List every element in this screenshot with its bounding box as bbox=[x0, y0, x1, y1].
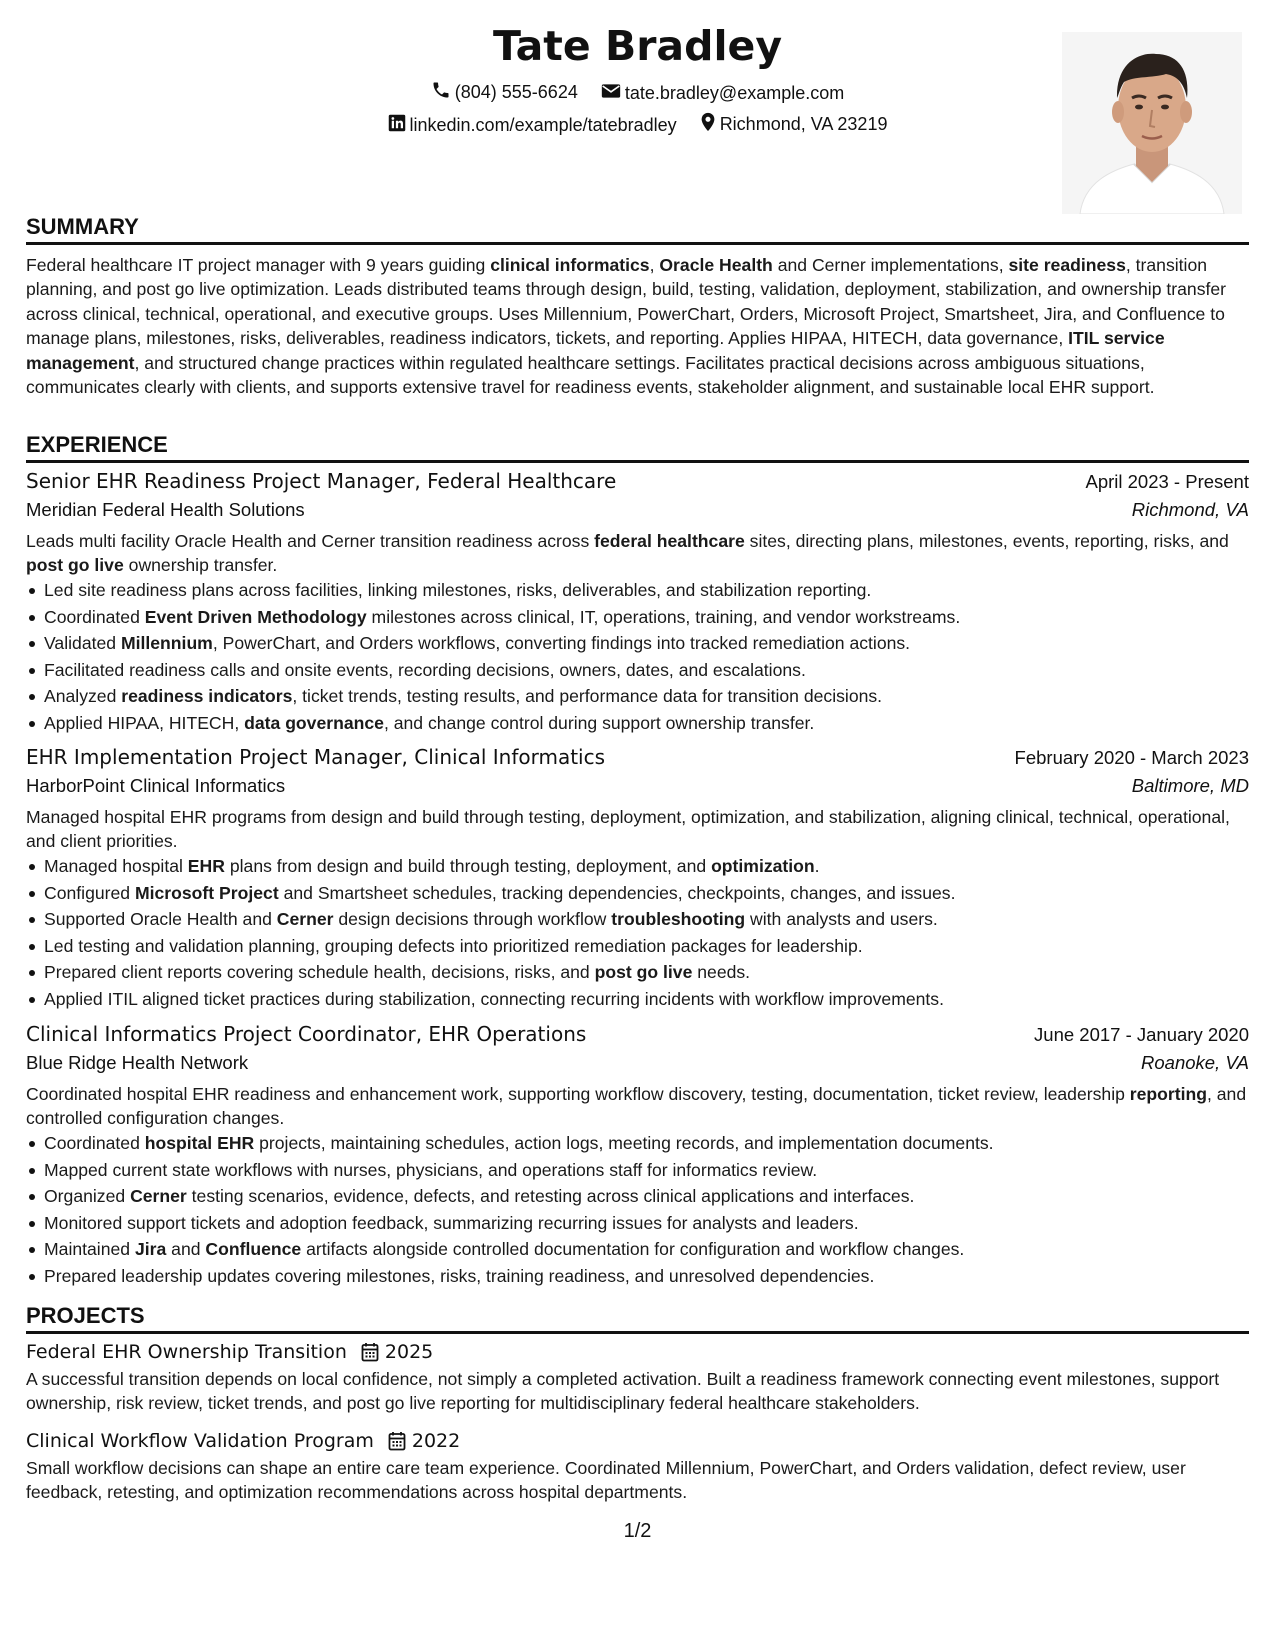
bold-keyword: Microsoft Project bbox=[134, 882, 279, 903]
job-title: Senior EHR Readiness Project Manager, Federal Healthcare bbox=[26, 469, 617, 493]
bullet-item bbox=[44, 1130, 1249, 1157]
text-run: , bbox=[649, 255, 660, 275]
project-year: 2025 bbox=[384, 1341, 434, 1363]
project-title: Federal EHR Ownership Transition bbox=[26, 1341, 347, 1363]
page-number: 1/2 bbox=[623, 1520, 652, 1542]
job-bullets bbox=[26, 1130, 1249, 1290]
project-title: Clinical Workflow Validation Program bbox=[26, 1430, 374, 1452]
bold-keyword: Oracle Health bbox=[659, 255, 773, 275]
job-location: Roanoke, VA bbox=[1141, 1052, 1249, 1073]
bold-keyword: Cerner bbox=[130, 1186, 187, 1207]
job-company: Blue Ridge Health Network bbox=[26, 1052, 249, 1073]
bullet-item bbox=[44, 1263, 1249, 1290]
bullet-item bbox=[44, 657, 1249, 684]
bold-keyword: EHR bbox=[187, 856, 225, 876]
text-run: Configured bbox=[44, 882, 135, 903]
bullet-item bbox=[44, 710, 1249, 737]
bold-keyword: Jira bbox=[134, 1239, 167, 1260]
text-run: Facilitated readiness calls and onsite events, recording decisions, owners, dates, and escalations. bbox=[44, 659, 806, 680]
job-entry bbox=[26, 745, 1249, 1013]
text-run: Monitored support tickets and adoption feedback, summarizing recurring issues for analysts and leaders. bbox=[44, 1212, 859, 1233]
phone-text: (804) 555-6624 bbox=[454, 82, 578, 102]
job-header bbox=[26, 1022, 1249, 1046]
bullet-item bbox=[44, 986, 1249, 1013]
text-run: , and structured change practices within regulated healthcare settings. Facilitates practical decisions across ambiguous situations, communicates clearly with clients, and supports extensive travel for readiness events, stakeholder alignment, and sustainable local EHR support. bbox=[26, 352, 1155, 398]
candidate-name: Tate Bradley bbox=[492, 22, 783, 70]
calendar-icon bbox=[361, 1342, 379, 1362]
text-run: Maintained bbox=[44, 1239, 135, 1260]
job-bullets bbox=[26, 853, 1249, 1013]
job-dates: February 2020 - March 2023 bbox=[1014, 747, 1249, 768]
job-header bbox=[26, 745, 1249, 769]
bullet-item bbox=[44, 604, 1249, 631]
text-run: Coordinated bbox=[44, 1133, 145, 1153]
job-entry bbox=[26, 469, 1249, 737]
bullet-item bbox=[44, 1236, 1249, 1263]
job-subheader bbox=[26, 499, 1249, 521]
resume-header bbox=[26, 0, 1249, 222]
summary-paragraph bbox=[26, 253, 1249, 399]
project-description: Small workflow decisions can shape an entire care team experience. Coordinated Millennium, PowerChart, and Orders validation, defect review, user feedback, retesting, and optimization recommendations across hospital departments. bbox=[26, 1458, 1186, 1502]
phone-item[interactable] bbox=[431, 80, 578, 105]
job-description bbox=[26, 1082, 1249, 1130]
text-run: sites, directing plans, milestones, events, reporting, risks, and bbox=[744, 531, 1229, 551]
job-description bbox=[26, 805, 1249, 853]
text-run: and Smartsheet schedules, tracking dependencies, checkpoints, changes, and issues. bbox=[278, 882, 956, 903]
projects-heading: PROJECTS bbox=[26, 1303, 1249, 1334]
text-run: projects, maintaining schedules, action logs, meeting records, and implementation documents. bbox=[254, 1133, 994, 1153]
text-run: Leads multi facility Oracle Health and Cerner transition readiness across bbox=[26, 531, 595, 551]
bold-keyword: troubleshooting bbox=[611, 909, 746, 930]
text-run: artifacts alongside controlled documentation for configuration and workflow changes. bbox=[301, 1239, 965, 1260]
bullet-item bbox=[44, 1157, 1249, 1184]
linkedin-text: linkedin.com/example/tatebradley bbox=[409, 115, 677, 135]
bold-keyword: Event Driven Methodology bbox=[144, 606, 367, 627]
bullet-item bbox=[44, 577, 1249, 604]
job-bullets bbox=[26, 577, 1249, 737]
project-entry bbox=[26, 1430, 1249, 1504]
text-run: , ticket trends, testing results, and performance data for transition decisions. bbox=[292, 686, 883, 707]
bold-keyword: data governance bbox=[244, 712, 384, 733]
bold-keyword: Cerner bbox=[276, 909, 334, 930]
text-run: Supported Oracle Health and bbox=[44, 909, 277, 930]
job-entry bbox=[26, 1022, 1249, 1290]
envelope-icon bbox=[601, 82, 625, 105]
text-run: Managed hospital bbox=[44, 856, 188, 876]
calendar-icon bbox=[388, 1431, 406, 1451]
text-run: Led testing and validation planning, grouping defects into prioritized remediation packages for leadership. bbox=[44, 935, 863, 956]
bold-keyword: clinical informatics bbox=[490, 255, 650, 275]
text-run: Mapped current state workflows with nurses, physicians, and operations staff for informatics review. bbox=[44, 1159, 818, 1180]
map-pin-icon bbox=[700, 112, 720, 137]
text-run: Coordinated hospital EHR readiness and enhancement work, supporting workflow discovery, testing, documentation, ticket review, leadership bbox=[26, 1084, 1130, 1104]
email-text: tate.bradley@example.com bbox=[624, 83, 845, 103]
summary-heading: SUMMARY bbox=[26, 214, 1249, 245]
text-run: Analyzed bbox=[44, 686, 122, 707]
job-title: EHR Implementation Project Manager, Clinical Informatics bbox=[26, 745, 606, 769]
job-subheader bbox=[26, 775, 1249, 797]
bullet-item bbox=[44, 1210, 1249, 1237]
project-description: A successful transition depends on local confidence, not simply a completed activation. Built a readiness framework connecting event milestones, support ownership, risk review, ticket trends, and post go live reporting for multidisciplinary federal healthcare stakeholders. bbox=[26, 1369, 1220, 1413]
text-run: Federal healthcare IT project manager with 9 years guiding bbox=[26, 255, 491, 275]
job-company: HarborPoint Clinical Informatics bbox=[26, 775, 286, 796]
location-text: Richmond, VA 23219 bbox=[719, 114, 888, 134]
text-run: and Cerner implementations, bbox=[772, 255, 1009, 275]
bullet-item bbox=[44, 933, 1249, 960]
experience-heading: EXPERIENCE bbox=[26, 432, 1249, 463]
job-location: Richmond, VA bbox=[1131, 499, 1249, 520]
text-run: Applied HIPAA, HITECH, bbox=[44, 712, 245, 733]
text-run: , PowerChart, and Orders workflows, converting findings into tracked remediation actions. bbox=[212, 633, 911, 654]
bold-keyword: site readiness bbox=[1008, 255, 1126, 275]
text-run: Organized bbox=[44, 1186, 131, 1207]
bold-keyword: hospital EHR bbox=[144, 1133, 255, 1153]
text-run: , and change control during support ownership transfer. bbox=[383, 712, 815, 733]
email-item[interactable] bbox=[601, 82, 844, 105]
job-subheader bbox=[26, 1052, 1249, 1074]
job-description bbox=[26, 529, 1249, 577]
summary-section bbox=[26, 214, 1249, 399]
linkedin-icon bbox=[388, 114, 410, 137]
text-run: and bbox=[166, 1239, 206, 1260]
bullet-item bbox=[44, 959, 1249, 986]
bullet-item bbox=[44, 853, 1249, 880]
linkedin-item[interactable] bbox=[388, 114, 677, 137]
bullet-item bbox=[44, 880, 1249, 907]
phone-icon bbox=[431, 80, 455, 105]
bold-keyword: optimization bbox=[711, 856, 815, 876]
text-run: Prepared client reports covering schedule health, decisions, risks, and bbox=[44, 962, 595, 983]
job-company: Meridian Federal Health Solutions bbox=[26, 499, 305, 520]
text-run: ownership transfer. bbox=[123, 555, 278, 575]
bullet-item bbox=[44, 683, 1249, 710]
text-run: Applied ITIL aligned ticket practices during stabilization, connecting recurring incidents with workflow improvements. bbox=[44, 988, 944, 1009]
bold-keyword: federal healthcare bbox=[594, 531, 745, 551]
bold-keyword: post go live bbox=[594, 962, 693, 983]
bullet-item bbox=[44, 630, 1249, 657]
bold-keyword: post go live bbox=[26, 555, 124, 575]
projects-section bbox=[26, 1303, 1249, 1502]
text-run: Validated bbox=[44, 633, 121, 654]
text-run: testing scenarios, evidence, defects, and retesting across clinical applications and interfaces. bbox=[186, 1186, 915, 1207]
bullet-item bbox=[44, 906, 1249, 933]
text-run: Managed hospital EHR programs from design and build through testing, deployment, optimization, and stabilization, aligning clinical, technical, operational, and client priorities. bbox=[26, 807, 1230, 851]
text-run: needs. bbox=[692, 962, 751, 983]
job-dates: June 2017 - January 2020 bbox=[1034, 1024, 1249, 1045]
job-dates: April 2023 - Present bbox=[1085, 471, 1249, 492]
bold-keyword: readiness indicators bbox=[121, 686, 293, 707]
text-run: plans from design and build through testing, deployment, and bbox=[224, 856, 712, 876]
text-run: design decisions through workflow bbox=[333, 909, 612, 930]
bullet-item bbox=[44, 1183, 1249, 1210]
text-run: with analysts and users. bbox=[745, 909, 938, 930]
project-header bbox=[26, 1341, 1249, 1363]
location-item bbox=[700, 112, 888, 137]
text-run: , and controlled configuration changes. bbox=[26, 1084, 1247, 1128]
resume-page bbox=[26, 0, 1249, 1650]
text-run: Led site readiness plans across facilities, linking milestones, risks, deliverables, and stabilization reporting. bbox=[44, 580, 872, 600]
bold-keyword: ITIL service management bbox=[26, 328, 1165, 373]
job-location: Baltimore, MD bbox=[1131, 775, 1249, 796]
experience-section bbox=[26, 432, 1249, 1286]
project-year: 2022 bbox=[411, 1430, 461, 1452]
profile-photo bbox=[1062, 32, 1242, 214]
bold-keyword: Millennium bbox=[120, 633, 213, 654]
text-run: Prepared leadership updates covering milestones, risks, training readiness, and unresolved dependencies. bbox=[44, 1265, 875, 1286]
project-header bbox=[26, 1430, 1249, 1452]
text-run: , transition planning, and post go live optimization. Leads distributed teams through design, build, testing, validation, deployment, stabilization, and ownership transfer across clinical, technical, operational, and executive groups. Uses Millennium, PowerChart, Orders, Microsoft Project, Smartsheet, Jira, and Confluence to manage plans, milestones, risks, deliverables, readiness indicators, tickets, and reporting. Applies HIPAA, HITECH, data governance, bbox=[26, 255, 1227, 349]
text-run: Coordinated bbox=[44, 606, 145, 627]
job-title: Clinical Informatics Project Coordinator, EHR Operations bbox=[26, 1022, 587, 1046]
bold-keyword: Confluence bbox=[205, 1239, 302, 1260]
text-run: . bbox=[814, 856, 820, 876]
job-header bbox=[26, 469, 1249, 493]
bold-keyword: reporting bbox=[1129, 1084, 1207, 1104]
text-run: milestones across clinical, IT, operations, training, and vendor workstreams. bbox=[366, 606, 961, 627]
project-entry bbox=[26, 1341, 1249, 1415]
